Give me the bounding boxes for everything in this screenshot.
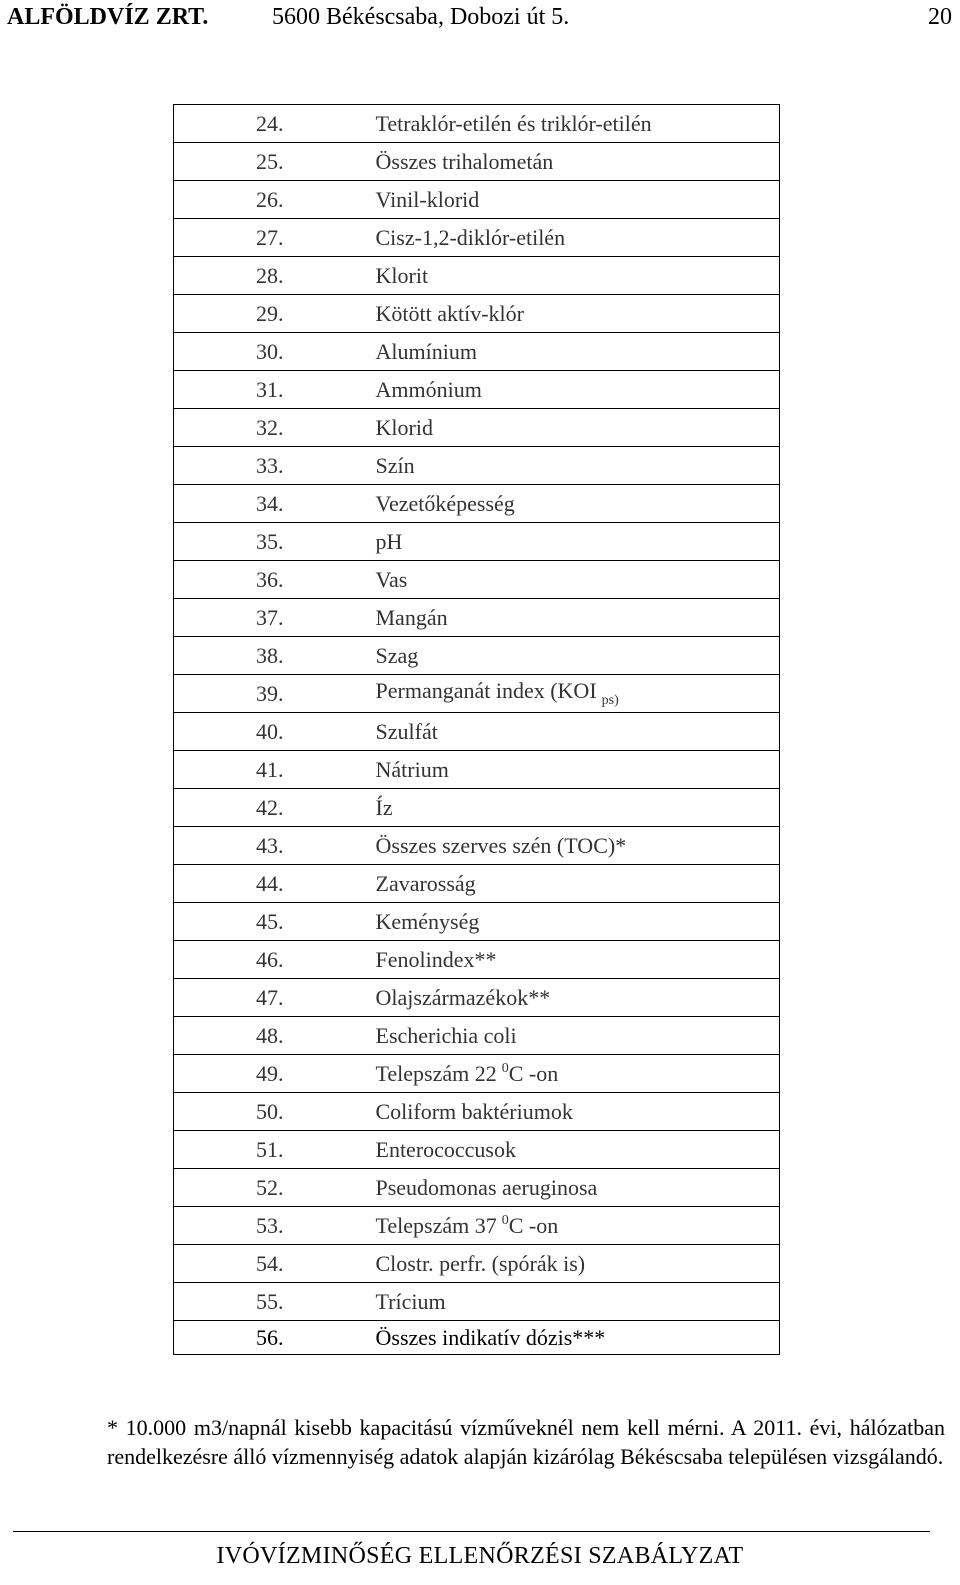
- parameter-name: [376, 713, 780, 751]
- table-row: [174, 713, 780, 751]
- parameter-name-text: Klorit: [375, 262, 429, 288]
- parameter-name: [376, 1207, 780, 1245]
- company-address: 5600 Békéscsaba, Dobozi út 5.: [272, 4, 570, 30]
- table-row: [174, 979, 780, 1017]
- parameter-name: [376, 789, 780, 827]
- table-row: [174, 1283, 780, 1321]
- table-row: [174, 599, 780, 637]
- table-row: [174, 1245, 780, 1283]
- parameter-name: [376, 903, 780, 941]
- parameter-number: 36.: [174, 561, 376, 599]
- parameter-name: [376, 485, 780, 523]
- parameter-name-text: Telepszám 22: [375, 1060, 497, 1086]
- parameter-name-text: Clostr. perfr. (spórák is): [375, 1250, 586, 1276]
- parameter-number: 44.: [174, 865, 376, 903]
- table-row: [174, 1169, 780, 1207]
- table-row: [174, 789, 780, 827]
- parameter-number: 55.: [174, 1283, 376, 1321]
- parameter-name: [376, 371, 780, 409]
- parameter-number: 34.: [174, 485, 376, 523]
- parameter-name: [376, 675, 780, 713]
- parameter-name: [376, 295, 780, 333]
- parameter-name-text: Ammónium: [375, 376, 482, 402]
- parameter-number: 46.: [174, 941, 376, 979]
- parameter-name: [376, 599, 780, 637]
- parameter-number: 50.: [174, 1093, 376, 1131]
- table-row: [174, 181, 780, 219]
- table-row: [174, 523, 780, 561]
- table-row: [174, 637, 780, 675]
- table-row: [174, 941, 780, 979]
- table-row: [174, 485, 780, 523]
- parameter-number: 37.: [174, 599, 376, 637]
- parameter-number: 49.: [174, 1055, 376, 1093]
- table-row: [174, 257, 780, 295]
- parameter-name-text: Coliform baktériumok: [375, 1098, 573, 1124]
- parameter-name: [376, 941, 780, 979]
- parameter-superscript: 0: [501, 1061, 509, 1077]
- parameter-name: [376, 219, 780, 257]
- table-row: [174, 219, 780, 257]
- parameter-name-text: pH: [375, 528, 403, 554]
- parameter-name-text: Íz: [375, 794, 393, 820]
- table-row: [174, 1207, 780, 1245]
- parameter-number: 25.: [174, 143, 376, 181]
- parameter-number: 33.: [174, 447, 376, 485]
- table-row: [174, 751, 780, 789]
- parameter-subscript: ps): [601, 692, 619, 708]
- parameter-name: [376, 561, 780, 599]
- parameter-name: [376, 1055, 780, 1093]
- footnote: * 10.000 m3/napnál kisebb kapacitású vízműveknél nem kell mérni. A 2011. évi, hálózatban rendelkezésre álló vízmennyiség adatok alapján kizárólag Békéscsaba településen vizsgálandó.: [107, 1415, 945, 1469]
- parameter-name-text: Mangán: [375, 604, 448, 630]
- parameter-name: [376, 1017, 780, 1055]
- table-row: [174, 143, 780, 181]
- parameter-name-text: Vezetőképesség: [375, 490, 515, 516]
- table-row: [174, 371, 780, 409]
- table-row: [174, 333, 780, 371]
- parameter-number: 54.: [174, 1245, 376, 1283]
- parameter-name-text: Olajszármazékok**: [375, 984, 551, 1010]
- parameter-name: [376, 1321, 780, 1355]
- parameter-name-text: Enterococcusok: [375, 1136, 516, 1162]
- parameter-number: 27.: [174, 219, 376, 257]
- parameter-number: 53.: [174, 1207, 376, 1245]
- table-row: [174, 1321, 780, 1355]
- table-row: [174, 865, 780, 903]
- table-row: [174, 827, 780, 865]
- parameter-name-text: Összes indikatív dózis***: [375, 1324, 606, 1350]
- parameter-name-text: Szín: [375, 452, 415, 478]
- parameter-number: 29.: [174, 295, 376, 333]
- table-row: [174, 409, 780, 447]
- page-header: [7, 4, 952, 38]
- parameter-name: [376, 105, 780, 143]
- table-row: [174, 1017, 780, 1055]
- parameter-name: [376, 827, 780, 865]
- parameter-number: 41.: [174, 751, 376, 789]
- table-row: [174, 295, 780, 333]
- parameter-table: [173, 104, 780, 1355]
- parameter-name: [376, 979, 780, 1017]
- parameter-number: 43.: [174, 827, 376, 865]
- table-row: [174, 105, 780, 143]
- parameter-number: 47.: [174, 979, 376, 1017]
- footer-title: IVÓVÍZMINŐSÉG ELLENŐRZÉSI SZABÁLYZAT: [216, 1543, 744, 1569]
- parameter-name: [376, 751, 780, 789]
- parameter-name: [376, 447, 780, 485]
- parameter-number: 56.: [174, 1321, 376, 1355]
- parameter-number: 40.: [174, 713, 376, 751]
- parameter-name-text: Alumínium: [375, 338, 477, 364]
- parameter-number: 31.: [174, 371, 376, 409]
- parameter-name-text: Kötött aktív-klór: [375, 300, 524, 326]
- parameter-name-text: Pseudomonas aeruginosa: [375, 1174, 598, 1200]
- table-row: [174, 1055, 780, 1093]
- parameter-number: 35.: [174, 523, 376, 561]
- parameter-name: [376, 1093, 780, 1131]
- parameter-name-text: Escherichia coli: [375, 1022, 517, 1048]
- parameter-name-text: Telepszám 37: [375, 1212, 497, 1238]
- parameter-name: [376, 865, 780, 903]
- parameter-name-text: Vinil-klorid: [375, 186, 480, 212]
- parameter-number: 26.: [174, 181, 376, 219]
- parameter-name-text: Szag: [375, 642, 419, 668]
- parameter-name: [376, 409, 780, 447]
- table-row: [174, 675, 780, 713]
- table-row: [174, 903, 780, 941]
- parameter-suffix: C -on: [508, 1060, 559, 1086]
- parameter-name-text: Keménység: [375, 908, 480, 934]
- parameter-number: 52.: [174, 1169, 376, 1207]
- parameter-number: 45.: [174, 903, 376, 941]
- parameter-name: [376, 1283, 780, 1321]
- parameter-name-text: Nátrium: [375, 756, 449, 782]
- parameter-name: [376, 181, 780, 219]
- parameter-name-text: Tetraklór-etilén és triklór-etilén: [375, 110, 652, 136]
- parameter-name-text: Zavarosság: [375, 870, 476, 896]
- parameter-name-text: Összes trihalometán: [375, 148, 554, 174]
- parameter-name: [376, 637, 780, 675]
- parameter-name-text: Permanganát index (KOI: [375, 678, 597, 704]
- parameter-suffix: C -on: [508, 1212, 559, 1238]
- company-name: ALFÖLDVÍZ ZRT.: [7, 4, 209, 30]
- parameter-superscript: 0: [501, 1213, 509, 1229]
- parameter-name: [376, 333, 780, 371]
- parameter-number: 30.: [174, 333, 376, 371]
- parameter-name-text: Vas: [375, 566, 408, 592]
- parameter-name-text: Szulfát: [375, 718, 438, 744]
- parameter-number: 24.: [174, 105, 376, 143]
- parameter-name-text: Összes szerves szén (TOC)*: [375, 832, 627, 858]
- page-number: 20: [928, 4, 952, 30]
- parameter-name: [376, 257, 780, 295]
- parameter-name: [376, 1245, 780, 1283]
- parameter-name: [376, 143, 780, 181]
- parameter-number: 48.: [174, 1017, 376, 1055]
- table-row: [174, 1131, 780, 1169]
- parameter-number: 51.: [174, 1131, 376, 1169]
- table-row: [174, 561, 780, 599]
- parameter-number: 38.: [174, 637, 376, 675]
- table-row: [174, 447, 780, 485]
- parameter-number: 32.: [174, 409, 376, 447]
- table-row: [174, 1093, 780, 1131]
- parameter-name: [376, 523, 780, 561]
- footer-divider: [13, 1531, 930, 1532]
- parameter-name-text: Trícium: [375, 1288, 446, 1314]
- parameter-number: 28.: [174, 257, 376, 295]
- parameter-number: 42.: [174, 789, 376, 827]
- parameter-name-text: Cisz-1,2-diklór-etilén: [375, 224, 566, 250]
- parameter-number: 39.: [174, 675, 376, 713]
- parameter-name-text: Klorid: [375, 414, 433, 440]
- parameter-name: [376, 1131, 780, 1169]
- parameter-name: [376, 1169, 780, 1207]
- parameter-name-text: Fenolindex**: [375, 946, 497, 972]
